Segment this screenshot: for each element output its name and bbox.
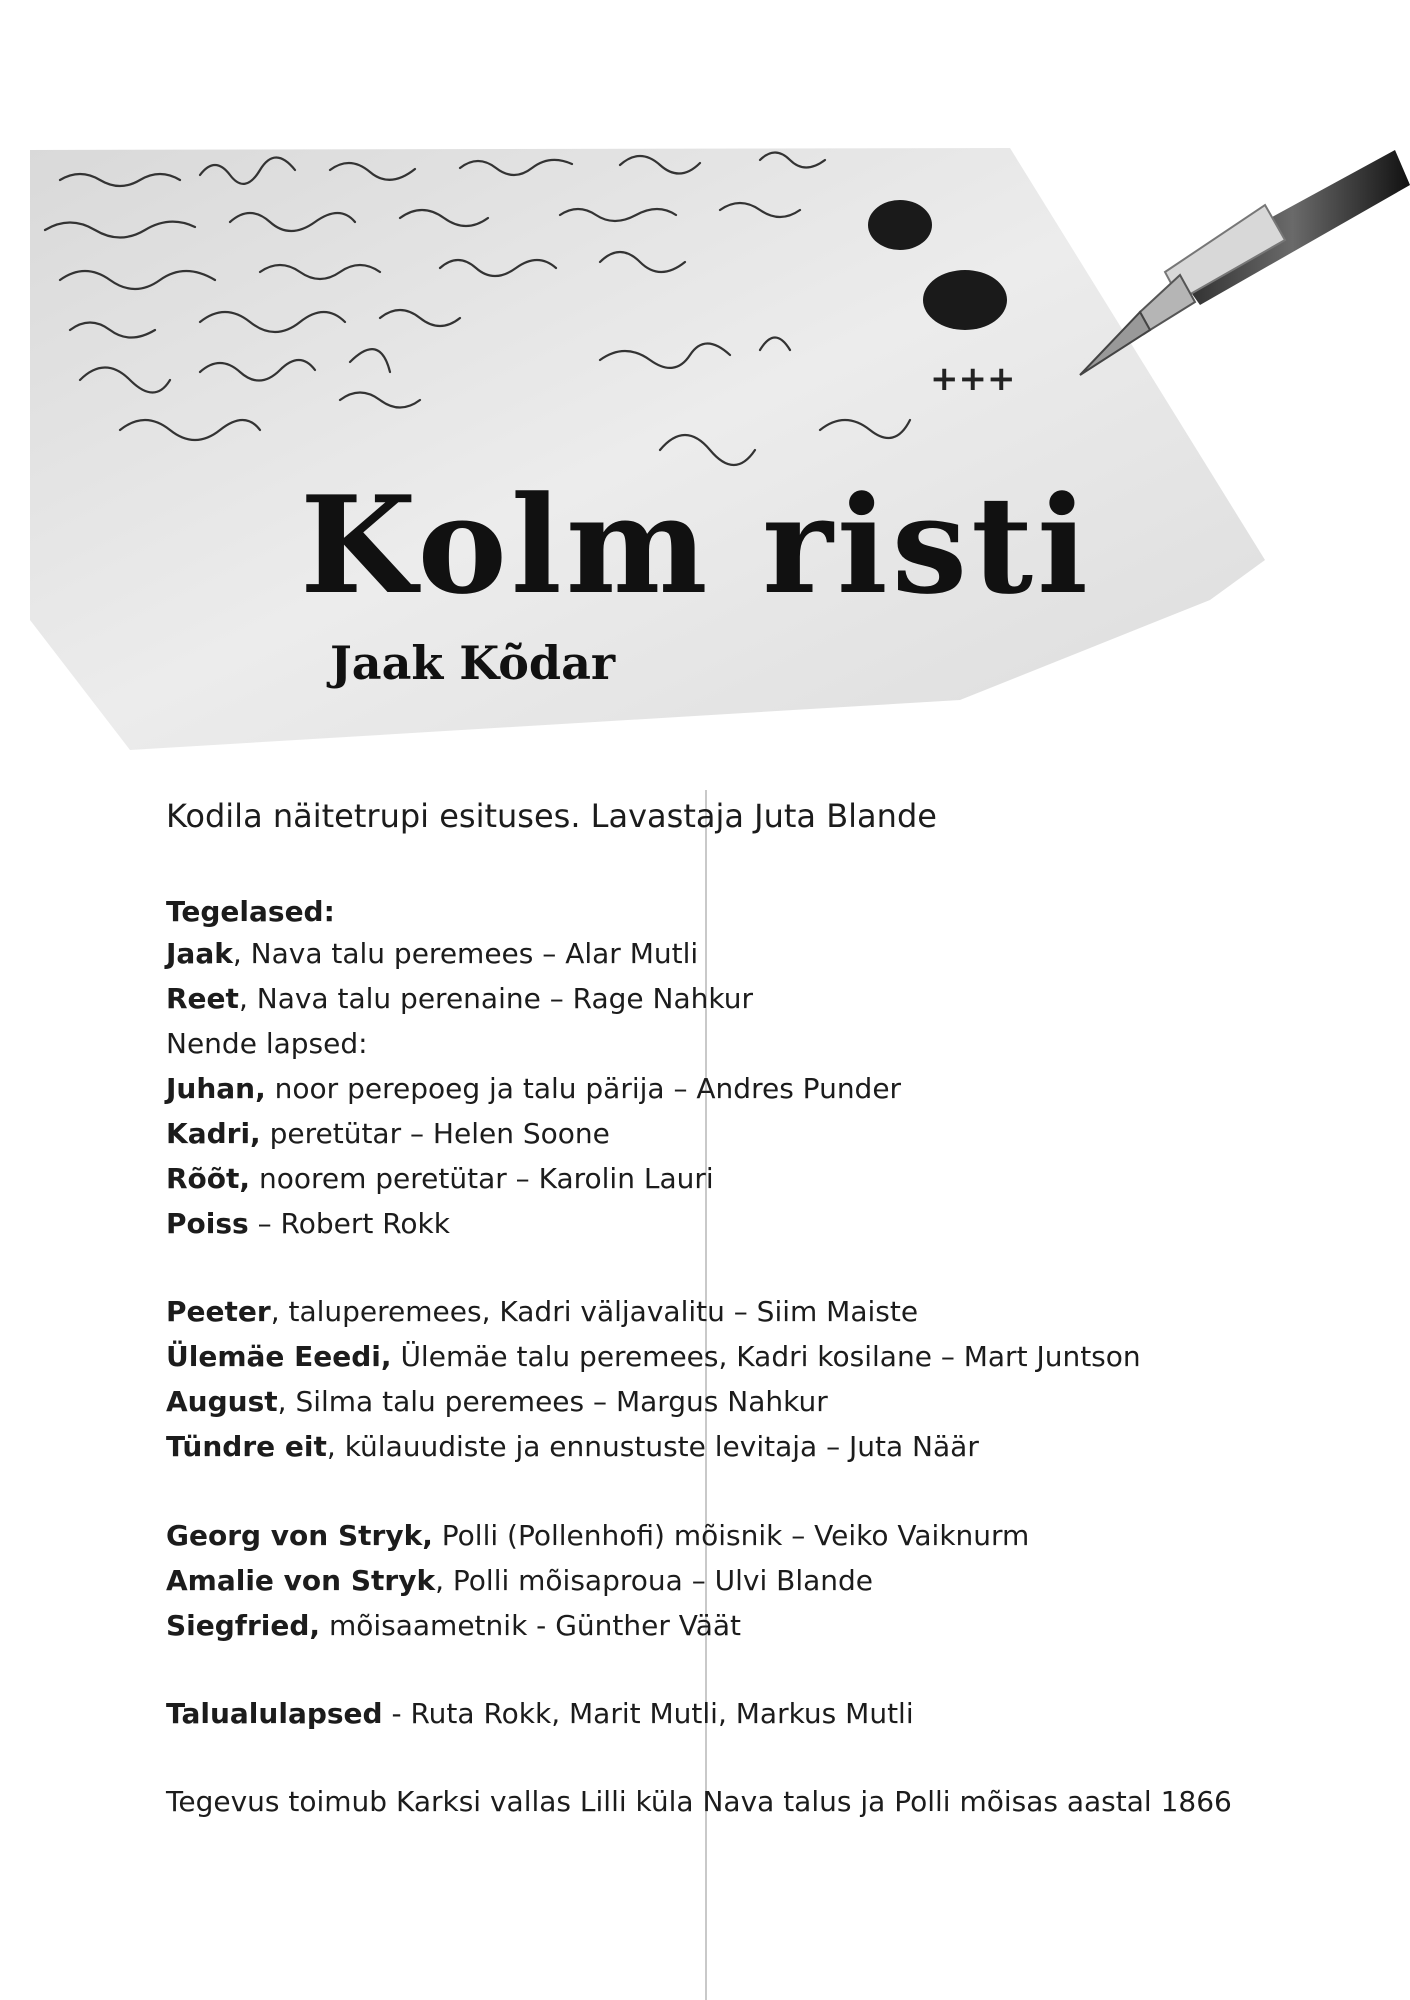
cast-line: Rõõt, noorem peretütar – Karolin Lauri (166, 1162, 714, 1195)
cast-line: Siegfried, mõisaametnik - Günther Väät (166, 1609, 742, 1642)
character-role: Polli (Pollenhofi) mõisnik (441, 1519, 783, 1552)
actor-name: Andres Punder (696, 1072, 902, 1105)
cross-marks: +++ (930, 359, 1016, 399)
actor-name: Karolin Lauri (538, 1162, 714, 1195)
cast-line: Juhan, noor perepoeg ja talu pärija – Andres Punder (166, 1072, 902, 1105)
character-name: Kadri, (166, 1117, 261, 1150)
cast-line: Poiss – Robert Rokk (166, 1207, 450, 1240)
author-name: Jaak Kõdar (330, 636, 616, 690)
cast-line: Tündre eit, külauudiste ja ennustuste levitaja – Juta Näär (166, 1430, 979, 1463)
cast-heading: Tegelased: (166, 895, 335, 928)
character-role: taluperemees, Kadri väljavalitu (288, 1295, 725, 1328)
actor-name: Veiko Vaiknurm (814, 1519, 1030, 1552)
character-name: Siegfried, (166, 1609, 321, 1642)
cast-line: Jaak, Nava talu peremees – Alar Mutli (166, 937, 699, 970)
character-name: Poiss (166, 1207, 249, 1240)
character-role: külauudiste ja ennustuste levitaja (344, 1430, 818, 1463)
cast-line (166, 1027, 368, 1060)
character-name: Jaak (166, 937, 233, 970)
wax-seal-bottom (923, 270, 1007, 330)
intro-line: Kodila näitetrupi esituses. Lavastaja Juta Blande (166, 797, 937, 835)
cast-line: Kadri, peretütar – Helen Soone (166, 1117, 610, 1150)
actor-name: Ruta Rokk, Marit Mutli, Markus Mutli (410, 1697, 914, 1730)
actor-name: Alar Mutli (565, 937, 699, 970)
setting-note: Tegevus toimub Karksi vallas Lilli küla Nava talus ja Polli mõisas aastal 1866 (166, 1785, 1232, 1818)
character-role: noor perepoeg ja talu pärija (274, 1072, 665, 1105)
paper-sheet (30, 148, 1265, 750)
character-role: noorem peretütar (258, 1162, 507, 1195)
character-name: Juhan, (166, 1072, 266, 1105)
character-name: Reet (166, 982, 239, 1015)
wax-seal-top (868, 200, 932, 250)
cast-line: Peeter, taluperemees, Kadri väljavalitu – Siim Maiste (166, 1295, 919, 1328)
cast-line: August, Silma talu peremees – Margus Nahkur (166, 1385, 828, 1418)
character-role: Nava talu peremees (250, 937, 534, 970)
character-role: Nava talu perenaine (256, 982, 541, 1015)
character-name: Rõõt, (166, 1162, 251, 1195)
character-name: Ülemäe Eeedi, (166, 1340, 392, 1373)
cast-line: Reet, Nava talu perenaine – Rage Nahkur (166, 982, 753, 1015)
character-role: peretütar (269, 1117, 402, 1150)
play-title: Kolm risti (300, 466, 1092, 624)
actor-name: Siim Maiste (756, 1295, 919, 1328)
character-name: August (166, 1385, 278, 1418)
cast-line: Amalie von Stryk, Polli mõisaproua – Ulvi Blande (166, 1564, 874, 1597)
character-role: Ülemäe talu peremees, Kadri kosilane (400, 1340, 932, 1373)
actor-name: Mart Juntson (963, 1340, 1141, 1373)
character-name: Peeter (166, 1295, 271, 1328)
character-name: Tündre eit (166, 1430, 327, 1463)
fountain-pen-icon (1080, 150, 1410, 375)
manuscript-illustration (0, 0, 1410, 770)
character-name: Amalie von Stryk (166, 1564, 436, 1597)
actor-name: Juta Näär (849, 1430, 979, 1463)
actor-name: Rage Nahkur (572, 982, 753, 1015)
actor-name: Helen Soone (432, 1117, 610, 1150)
character-role: Nende lapsed: (166, 1027, 368, 1060)
cast-line: Ülemäe Eeedi, Ülemäe talu peremees, Kadri kosilane – Mart Juntson (166, 1340, 1141, 1373)
actor-name: Ulvi Blande (714, 1564, 874, 1597)
cast-line: Talualulapsed - Ruta Rokk, Marit Mutli, Markus Mutli (166, 1697, 914, 1730)
character-name: Georg von Stryk, (166, 1519, 433, 1552)
character-role: Silma talu peremees (295, 1385, 585, 1418)
character-name: Talualulapsed (166, 1697, 383, 1730)
cast-line: Georg von Stryk, Polli (Pollenhofi) mõisnik – Veiko Vaiknurm (166, 1519, 1030, 1552)
character-role: mõisaametnik (328, 1609, 528, 1642)
actor-name: Günther Väät (555, 1609, 742, 1642)
actor-name: Margus Nahkur (615, 1385, 828, 1418)
actor-name: Robert Rokk (280, 1207, 450, 1240)
character-role: Polli mõisaproua (452, 1564, 683, 1597)
